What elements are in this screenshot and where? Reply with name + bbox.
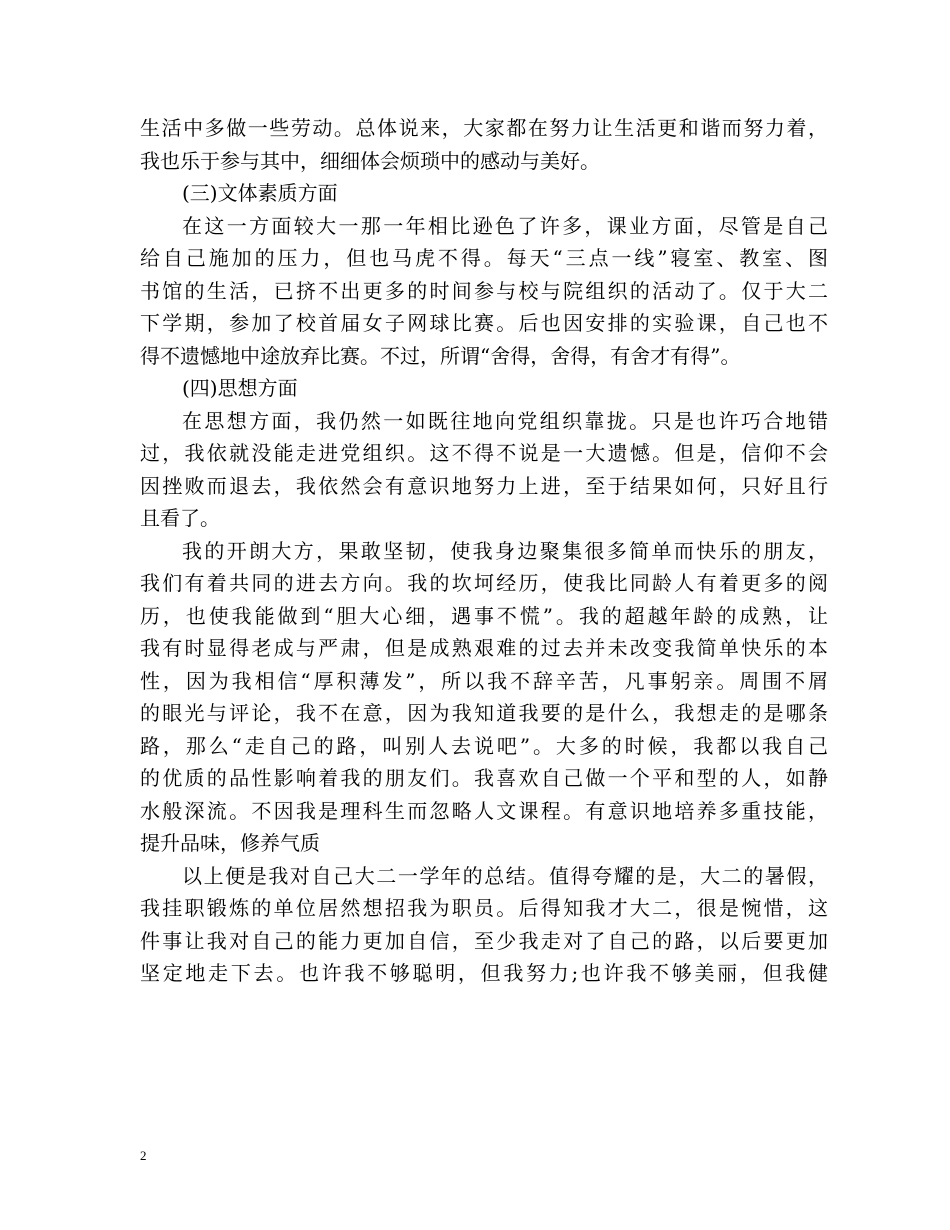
text-line: (三)文体素质方面 xyxy=(182,181,338,205)
text-line: 坚定地走下去。也许我不够聪明，但我努力;也许我不够美丽，但我健 xyxy=(140,961,828,985)
text-line: 历，也使我能做到“胆大心细，遇事不慌”。我的超越年龄的成熟，让 xyxy=(140,603,828,628)
text-line: 生活中多做一些劳动。总体说来，大家都在努力让生活更和谐而努力着， xyxy=(140,116,828,140)
text-line: 路，那么“走自己的路，叫别人去说吧”。大多的时候，我都以我自己 xyxy=(140,733,828,758)
text-line: 的眼光与评论，我不在意，因为我知道我要的是什么，我想走的是哪条 xyxy=(140,701,828,725)
text-line: 我挂职锻炼的单位居然想招我为职员。后得知我才大二，很是惋惜，这 xyxy=(140,896,828,920)
text-line: 且看了。 xyxy=(140,506,220,530)
text-line: 书馆的生活，已挤不出更多的时间参与校与院组织的活动了。仅于大二 xyxy=(140,278,828,303)
text-line: 的优质的品性影响着我的朋友们。我喜欢自己做一个平和型的人，如静 xyxy=(140,766,828,790)
text-line: 给自己施加的压力，但也马虎不得。每天“三点一线”寝室、教室、图 xyxy=(140,246,828,270)
text-line: 我有时显得老成与严肃，但是成熟艰难的过去并未改变我简单快乐的本 xyxy=(140,636,828,660)
text-line: 在这一方面较大一那一年相比逊色了许多，课业方面，尽管是自己 xyxy=(182,213,828,238)
text-line: 下学期，参加了校首届女子网球比赛。后也因安排的实验课，自己也不 xyxy=(140,311,828,335)
text-line: 得不遗憾地中途放弃比赛。不过，所谓“舍得，舍得，有舍才有得”。 xyxy=(140,343,741,368)
page-number: 2 xyxy=(140,1148,147,1163)
body-text xyxy=(140,112,828,990)
text-line: 提升品味，修养气质 xyxy=(140,831,320,855)
text-line: 件事让我对自己的能力更加自信，至少我走对了自己的路，以后要更加 xyxy=(140,928,828,953)
text-line: 过，我依就没能走进党组织。这不得不说是一大遗憾。但是，信仰不会 xyxy=(140,441,828,465)
text-line: 因挫败而退去，我依然会有意识地努力上进，至于结果如何，只好且行 xyxy=(140,473,828,498)
text-line: 我的开朗大方，果敢坚韧，使我身边聚集很多简单而快乐的朋友， xyxy=(182,538,828,563)
text-line: 水般深流。不因我是理科生而忽略人文课程。有意识地培养多重技能， xyxy=(140,798,828,823)
text-line: 我们有着共同的进去方向。我的坎坷经历，使我比同龄人有着更多的阅 xyxy=(140,571,828,595)
text-line: 我也乐于参与其中，细细体会烦琐中的感动与美好。 xyxy=(140,148,600,173)
text-line: (四)思想方面 xyxy=(182,376,298,400)
text-line: 以上便是我对自己大二一学年的总结。值得夸耀的是，大二的暑假， xyxy=(182,863,828,888)
text-line: 在思想方面，我仍然一如既往地向党组织靠拢。只是也许巧合地错 xyxy=(182,408,828,433)
text-line: 性，因为我相信“厚积薄发”，所以我不辞辛苦，凡事躬亲。周围不屑 xyxy=(140,668,828,693)
